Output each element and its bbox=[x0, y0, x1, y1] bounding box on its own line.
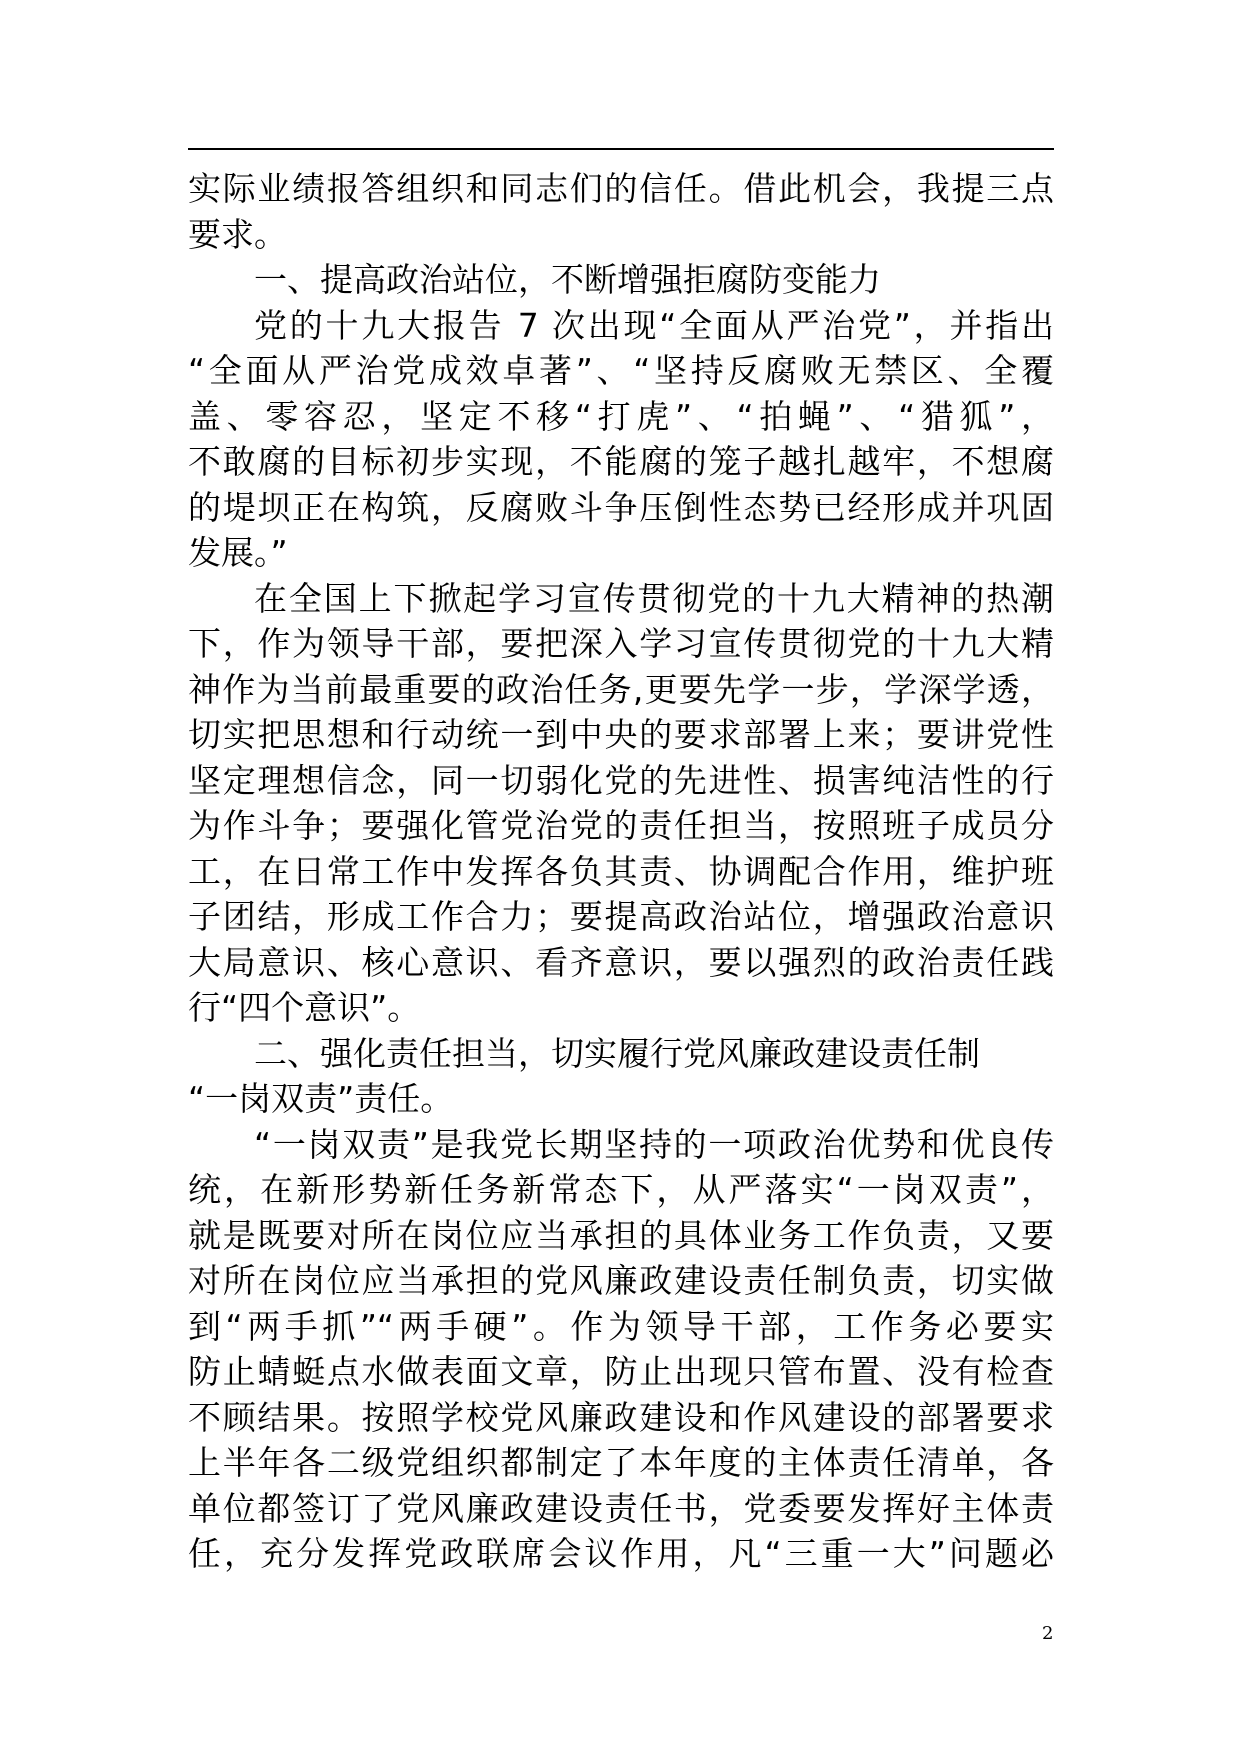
text-line: “一岗双责”是我党长期坚持的一项政治优势和优良传 bbox=[254, 1124, 1054, 1164]
body-text bbox=[188, 166, 1054, 1577]
text-line: 不敢腐的目标初步实现，不能腐的笼子越扎越牢，不想腐 bbox=[188, 442, 1054, 481]
header-rule bbox=[188, 148, 1054, 150]
text-line: “全面从严治党成效卓著”、“坚持反腐败无禁区、全覆 bbox=[188, 351, 1054, 390]
section-heading-continued: “一岗双责”责任。 bbox=[188, 1079, 454, 1118]
text-line: 行“四个意识”。 bbox=[188, 988, 421, 1027]
text-line: 工，在日常工作中发挥各负其责、协调配合作用，维护班 bbox=[188, 851, 1054, 891]
text-line: 发展。” bbox=[188, 533, 288, 572]
text-line: 上半年各二级党组织都制定了本年度的主体责任清单，各 bbox=[188, 1443, 1054, 1482]
text-line: 不顾结果。按照学校党风廉政建设和作风建设的部署要求 bbox=[188, 1397, 1054, 1437]
text-line: 统，在新形势新任务新常态下，从严落实“一岗双责”， bbox=[188, 1170, 1054, 1209]
text-line: 坚定理想信念，同一切弱化党的先进性、损害纯洁性的行 bbox=[188, 760, 1054, 800]
text-line: 为作斗争；要强化管党治党的责任担当，按照班子成员分 bbox=[188, 806, 1054, 845]
section-heading: 二、强化责任担当，切实履行党风廉政建设责任制 bbox=[254, 1033, 980, 1073]
page-number: 2 bbox=[1042, 1623, 1054, 1644]
text-line: 防止蜻蜓点水做表面文章，防止出现只管布置、没有检查 bbox=[188, 1352, 1054, 1391]
text-line: 单位都签订了党风廉政建设责任书，党委要发挥好主体责 bbox=[188, 1488, 1054, 1528]
text-line: 到“两手抓”“两手硬”。作为领导干部，工作务必要实 bbox=[188, 1306, 1054, 1346]
text-line: 在全国上下掀起学习宣传贯彻党的十九大精神的热潮 bbox=[254, 578, 1054, 618]
text-line: 大局意识、核心意识、看齐意识，要以强烈的政治责任践 bbox=[188, 942, 1054, 982]
text-line: 切实把思想和行动统一到中央的要求部署上来；要讲党性 bbox=[188, 715, 1054, 754]
text-line: 神作为当前最重要的政治任务,更要先学一步，学深学透， bbox=[188, 669, 1054, 709]
text-line: 党的十九大报告 7 次出现“全面从严治党”，并指出 bbox=[254, 305, 1054, 345]
text-line: 实际业绩报答组织和同志们的信任。借此机会，我提三点 bbox=[188, 169, 1054, 208]
text-line: 的堤坝正在构筑，反腐败斗争压倒性态势已经形成并巩固 bbox=[188, 487, 1054, 527]
section-heading: 一、提高政治站位，不断增强拒腐防变能力 bbox=[254, 260, 881, 299]
text-line: 就是既要对所在岗位应当承担的具体业务工作负责，又要 bbox=[188, 1215, 1054, 1255]
text-line: 盖、零容忍，坚定不移“打虎”、“拍蝇”、“猎狐”， bbox=[188, 396, 1054, 436]
text-line: 下，作为领导干部，要把深入学习宣传贯彻党的十九大精 bbox=[188, 624, 1054, 663]
text-line: 任，充分发挥党政联席会议作用，凡“三重一大”问题必 bbox=[188, 1534, 1054, 1573]
text-line: 子团结，形成工作合力；要提高政治站位，增强政治意识 bbox=[188, 897, 1054, 936]
text-line: 对所在岗位应当承担的党风廉政建设责任制负责，切实做 bbox=[188, 1261, 1054, 1300]
text-line: 要求。 bbox=[188, 214, 287, 254]
